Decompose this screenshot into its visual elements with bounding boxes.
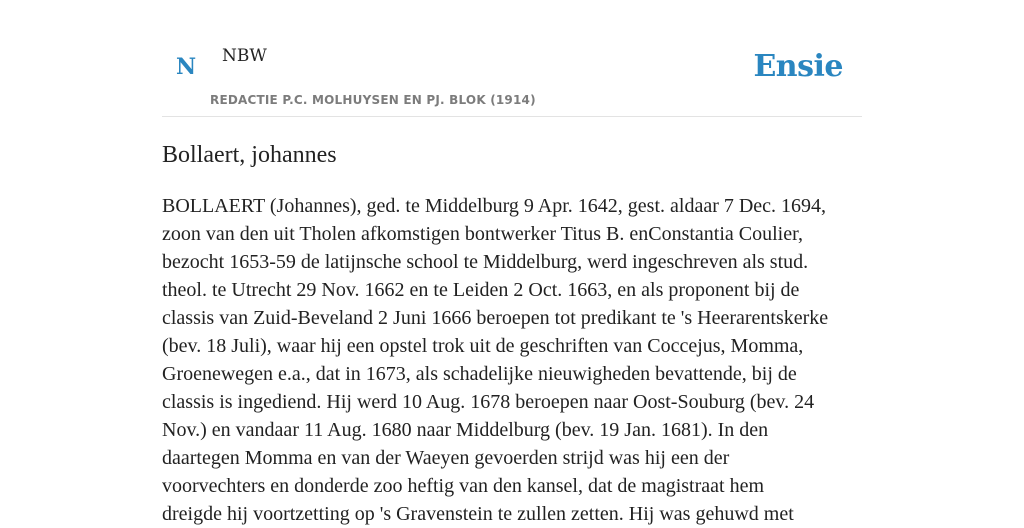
article-title: Bollaert, johannes	[162, 142, 337, 168]
article-line: theol. te Utrecht 29 Nov. 1662 en te Leiden 2 Oct. 1663, en als proponent bij de	[162, 279, 800, 301]
source-subtitle: REDACTIE P.C. MOLHUYSEN EN PJ. BLOK (1914)	[210, 93, 536, 107]
article-line: Groenewegen e.a., dat in 1673, als schadelijke nieuwigheden bevattende, bij de	[162, 363, 797, 385]
brand-logo[interactable]: Ensie	[753, 49, 843, 84]
article-line: (bev. 18 Juli), waar hij een opstel trok uit de geschriften van Coccejus, Momma,	[162, 335, 804, 357]
site-header	[162, 0, 862, 117]
article-line: classis is ingediend. Hij werd 10 Aug. 1678 beroepen naar Oost-Souburg (bev. 24	[162, 391, 815, 413]
article-line: bezocht 1653-59 de latijnsche school te Middelburg, werd ingeschreven als stud.	[162, 251, 809, 273]
source-logo[interactable]: N	[176, 54, 197, 80]
source-title[interactable]: NBW	[222, 46, 267, 66]
article-body	[162, 192, 862, 528]
article-line: daartegen Momma en van der Waeyen gevoerden strijd was hij een der	[162, 447, 730, 469]
article-line: BOLLAERT (Johannes), ged. te Middelburg 9 Apr. 1642, gest. aldaar 7 Dec. 1694,	[162, 195, 827, 217]
article-line: voorvechters en donderde zoo heftig van den kansel, dat de magistraat hem	[162, 475, 765, 497]
article-line: classis van Zuid-Beveland 2 Juni 1666 beroepen tot predikant te 's Heerarentskerke	[162, 307, 829, 329]
article-line: dreigde hij voortzetting op 's Gravenstein te zullen zetten. Hij was gehuwd met	[162, 503, 794, 525]
article-line: Nov.) en vandaar 11 Aug. 1680 naar Middelburg (bev. 19 Jan. 1681). In den	[162, 419, 769, 441]
article-line: zoon van den uit Tholen afkomstigen bontwerker Titus B. enConstantia Coulier,	[162, 223, 803, 245]
